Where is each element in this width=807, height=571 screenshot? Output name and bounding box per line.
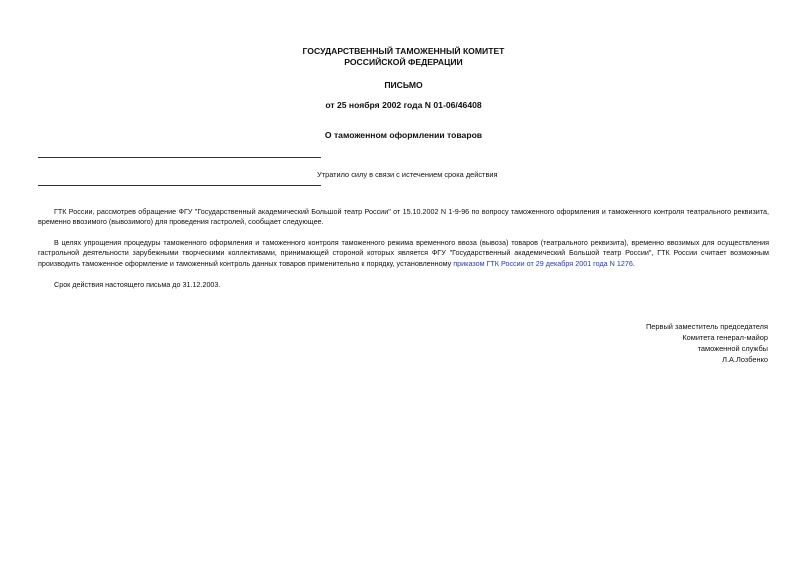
order-link[interactable]: приказом ГТК России от 29 декабря 2001 года N 1276	[453, 258, 633, 268]
signature-service: таможенной службы	[697, 344, 768, 353]
document-type: ПИСЬМО	[384, 80, 423, 90]
paragraph-2-end: .	[632, 258, 635, 268]
paragraph-2	[38, 238, 769, 269]
agency-name-line2: РОССИЙСКОЙ ФЕДЕРАЦИИ	[344, 57, 463, 67]
paragraph-1: ГТК России, рассмотрев обращение ФГУ "Государственный академический Большой театр России" от 15.10.2002 N 1-9-96 по вопросу таможенного оформления и таможенного контроля театрального реквизита, временно ввозимого (вывозимого) для проведения гастролей, сообщает следующее.	[38, 207, 769, 227]
signature-block	[646, 321, 768, 365]
signature-rank: Комитета генерал-майор	[682, 333, 768, 342]
divider-top	[38, 157, 321, 158]
document-subject: О таможенном оформлении товаров	[324, 130, 483, 140]
signature-name: Л.А.Лозбенко	[722, 355, 768, 364]
agency-name-line1: ГОСУДАРСТВЕННЫЙ ТАМОЖЕННЫЙ КОМИТЕТ	[302, 46, 505, 56]
document-date-number: от 25 ноября 2002 года N 01-06/46408	[325, 100, 482, 110]
divider-bottom	[38, 185, 321, 186]
paragraph-3: Срок действия настоящего письма до 31.12.2003.	[54, 280, 221, 289]
status-note: Утратило силу в связи с истечением срока действия	[317, 170, 498, 179]
signature-position: Первый заместитель председателя	[646, 322, 768, 331]
paragraph-2-text: В целях упрощения процедуры таможенного оформления и таможенного контроля таможенного режима временного ввоза (вывоза) товаров (театрального реквизита), временно ввозимых для осуществления гастрольной деятельности зарубежными творческими коллективами, принимающей стороной которых является ФГУ "Государственный академический Большой театр России", ГТК России считает возможным производить таможенное оформление и таможенный контроль данных товаров применительно к порядку, установленному	[38, 238, 769, 268]
